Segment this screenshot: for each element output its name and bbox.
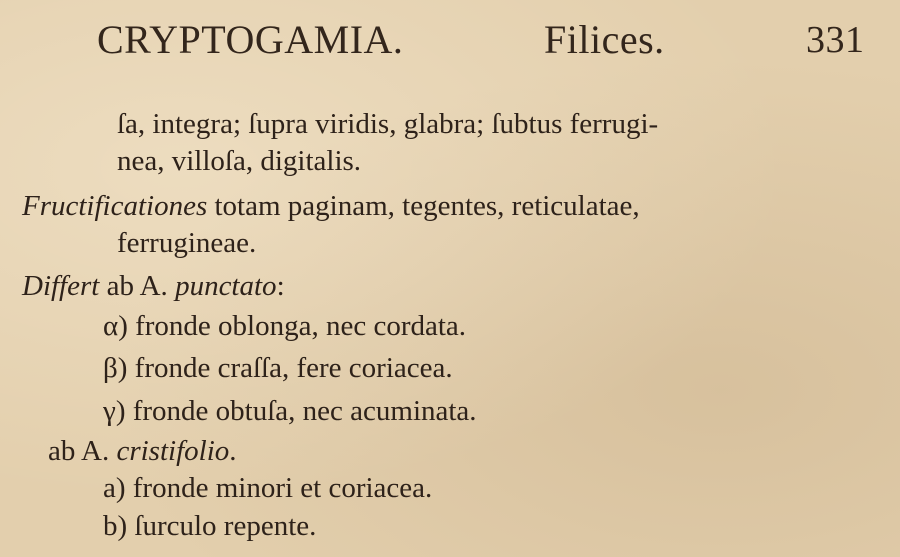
italic-text: Differt — [22, 270, 100, 302]
text-segment: β) fronde craſſa, fere coriacea. — [103, 352, 453, 384]
text-line — [22, 190, 640, 223]
text-line — [22, 270, 285, 303]
text-line — [117, 108, 658, 141]
text-segment: a) fronde minori et coriacea. — [103, 472, 433, 504]
text-line — [117, 145, 361, 178]
header-subtitle: Filices. — [544, 17, 665, 62]
text-segment: : — [276, 270, 285, 302]
italic-text: punctato — [175, 270, 277, 302]
text-segment: γ) fronde obtuſa, nec acuminata. — [103, 395, 477, 427]
text-line — [48, 435, 237, 468]
text-segment: ab A. — [48, 435, 117, 467]
italic-text: cristifolio — [116, 435, 230, 467]
text-segment: . — [229, 435, 237, 467]
text-segment: ab A. — [99, 270, 176, 302]
italic-text: Fructificationes — [22, 190, 208, 222]
text-segment: ferrugineae. — [117, 227, 257, 259]
text-line — [103, 352, 453, 385]
text-segment: b) ſurculo repente. — [103, 510, 317, 542]
header-title: CRYPTOGAMIA. — [97, 17, 404, 62]
text-line — [103, 472, 432, 505]
text-line — [103, 395, 477, 428]
text-segment: ſa, integra; ſupra viridis, glabra; ſubtus ferrugi- — [117, 108, 659, 140]
text-line — [103, 510, 316, 543]
text-line — [103, 310, 466, 343]
text-segment: nea, villoſa, digitalis. — [117, 145, 362, 177]
page-number: 331 — [806, 19, 865, 61]
text-segment: totam paginam, tegentes, reticulatae, — [207, 190, 640, 222]
running-header — [0, 12, 900, 72]
text-segment: α) fronde oblonga, nec cordata. — [103, 310, 467, 342]
text-line — [117, 227, 256, 260]
